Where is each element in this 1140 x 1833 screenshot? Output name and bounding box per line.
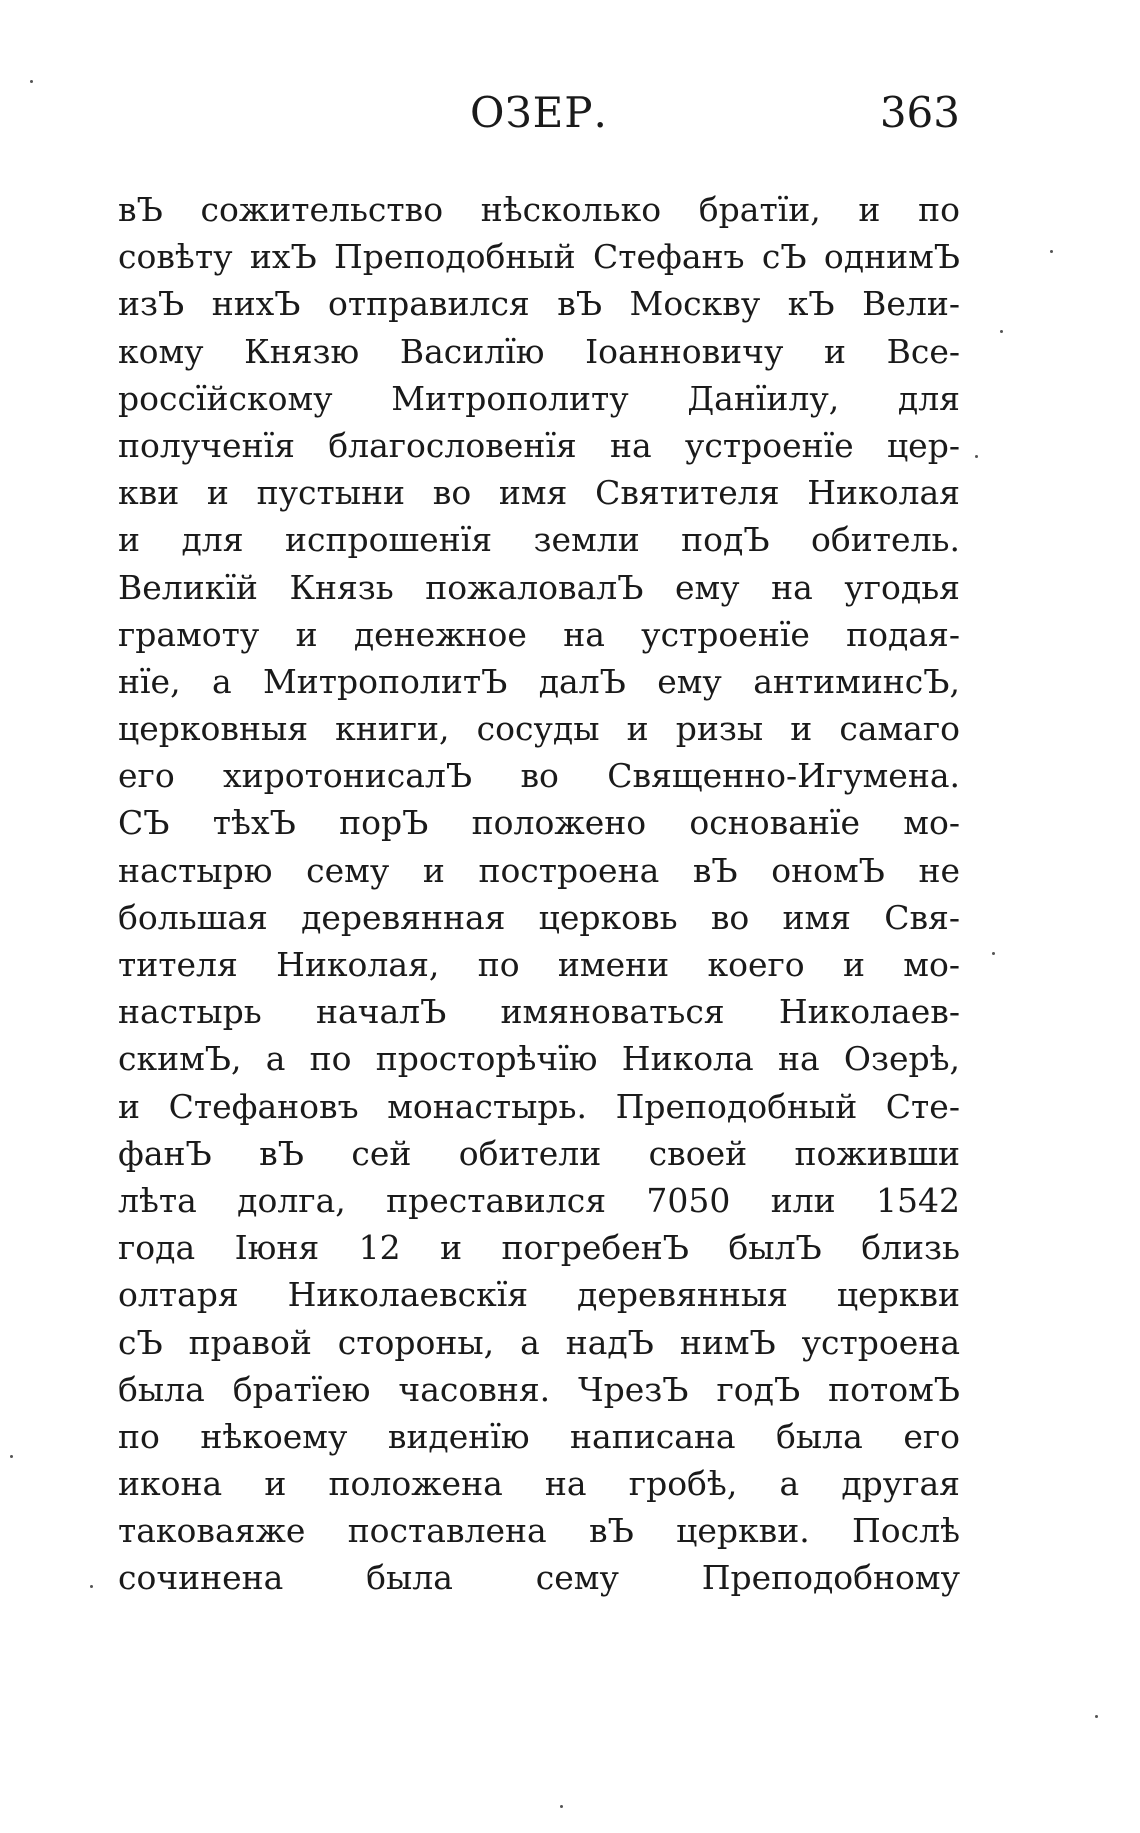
text-line: скимЪ, а по просторѣчїю Никола на Озерѣ, xyxy=(118,1039,960,1079)
scan-speck xyxy=(1095,1715,1098,1718)
text-line: икона и положена на гробѣ, а другая xyxy=(118,1464,960,1504)
text-line: сЪ правой стороны, а надЪ нимЪ устроена xyxy=(118,1322,960,1362)
text-line: полученїя благословенїя на устроенїе цер- xyxy=(118,425,960,465)
text-line: настырь началЪ имяноваться Николаев- xyxy=(118,992,960,1032)
text-line: его хиротонисалЪ во Священно-Игумена. xyxy=(118,756,960,796)
text-line: кому Князю Василїю Іоанновичу и Все- xyxy=(118,331,960,371)
scan-speck xyxy=(560,1805,563,1808)
text-line: грамоту и денежное на устроенїе подая- xyxy=(118,614,960,654)
text-line: настырю сему и построена вЪ ономЪ не xyxy=(118,850,960,890)
text-line: олтаря Николаевскїя деревянныя церкви xyxy=(118,1275,960,1315)
text-line: тителя Николая, по имени коего и мо- xyxy=(118,945,960,984)
text-line: Великїй Князь пожаловалЪ ему на угодья xyxy=(118,567,960,607)
text-line: лѣта долга, преставился 7050 или 1542 xyxy=(118,1180,960,1220)
text-line: кви и пустыни во имя Святителя Николая xyxy=(118,473,960,513)
text-line: церковныя книги, сосуды и ризы и самаго xyxy=(118,709,960,749)
text-line: сочинена была сему Преподобному xyxy=(118,1558,960,1598)
scan-speck xyxy=(1000,330,1003,333)
text-line: изЪ нихЪ отправился вЪ Москву кЪ Вели- xyxy=(118,284,960,324)
page-number: 363 xyxy=(879,88,960,137)
text-line: и для испрошенїя земли подЪ обитель. xyxy=(118,520,960,560)
text-line: нїе, а МитрополитЪ далЪ ему антиминсЪ, xyxy=(118,661,960,701)
page-header xyxy=(118,88,960,148)
text-line: таковаяже поставлена вЪ церкви. Послѣ xyxy=(118,1511,960,1551)
running-head: ОЗЕР. xyxy=(470,88,608,137)
text-line: СЪ тѣхЪ порЪ положено основанїе мо- xyxy=(118,803,960,843)
scan-speck xyxy=(10,1455,13,1458)
text-line: года Іюня 12 и погребенЪ былЪ близь xyxy=(118,1228,960,1268)
scan-speck xyxy=(975,455,978,458)
scan-speck xyxy=(1050,250,1053,253)
scan-speck xyxy=(992,952,995,955)
scan-speck xyxy=(30,80,33,83)
text-line: вЪ сожительство нѣсколько братїи, и по xyxy=(118,190,960,229)
text-line: по нѣкоему виденїю написана была его xyxy=(118,1416,960,1456)
text-line: россїйскому Митрополиту Данїилу, для xyxy=(118,378,960,418)
text-line: большая деревянная церковь во имя Свя- xyxy=(118,897,960,937)
text-line: была братїею часовня. ЧрезЪ годЪ потомЪ xyxy=(118,1369,960,1409)
text-line: фанЪ вЪ сей обители своей поживши xyxy=(118,1133,960,1173)
scan-speck xyxy=(90,1585,93,1588)
body-text xyxy=(118,186,960,1602)
text-line: совѣту ихЪ Преподобный Стефанъ сЪ однимЪ xyxy=(118,237,960,277)
text-line: и Стефановъ монастырь. Преподобный Сте- xyxy=(118,1086,960,1126)
